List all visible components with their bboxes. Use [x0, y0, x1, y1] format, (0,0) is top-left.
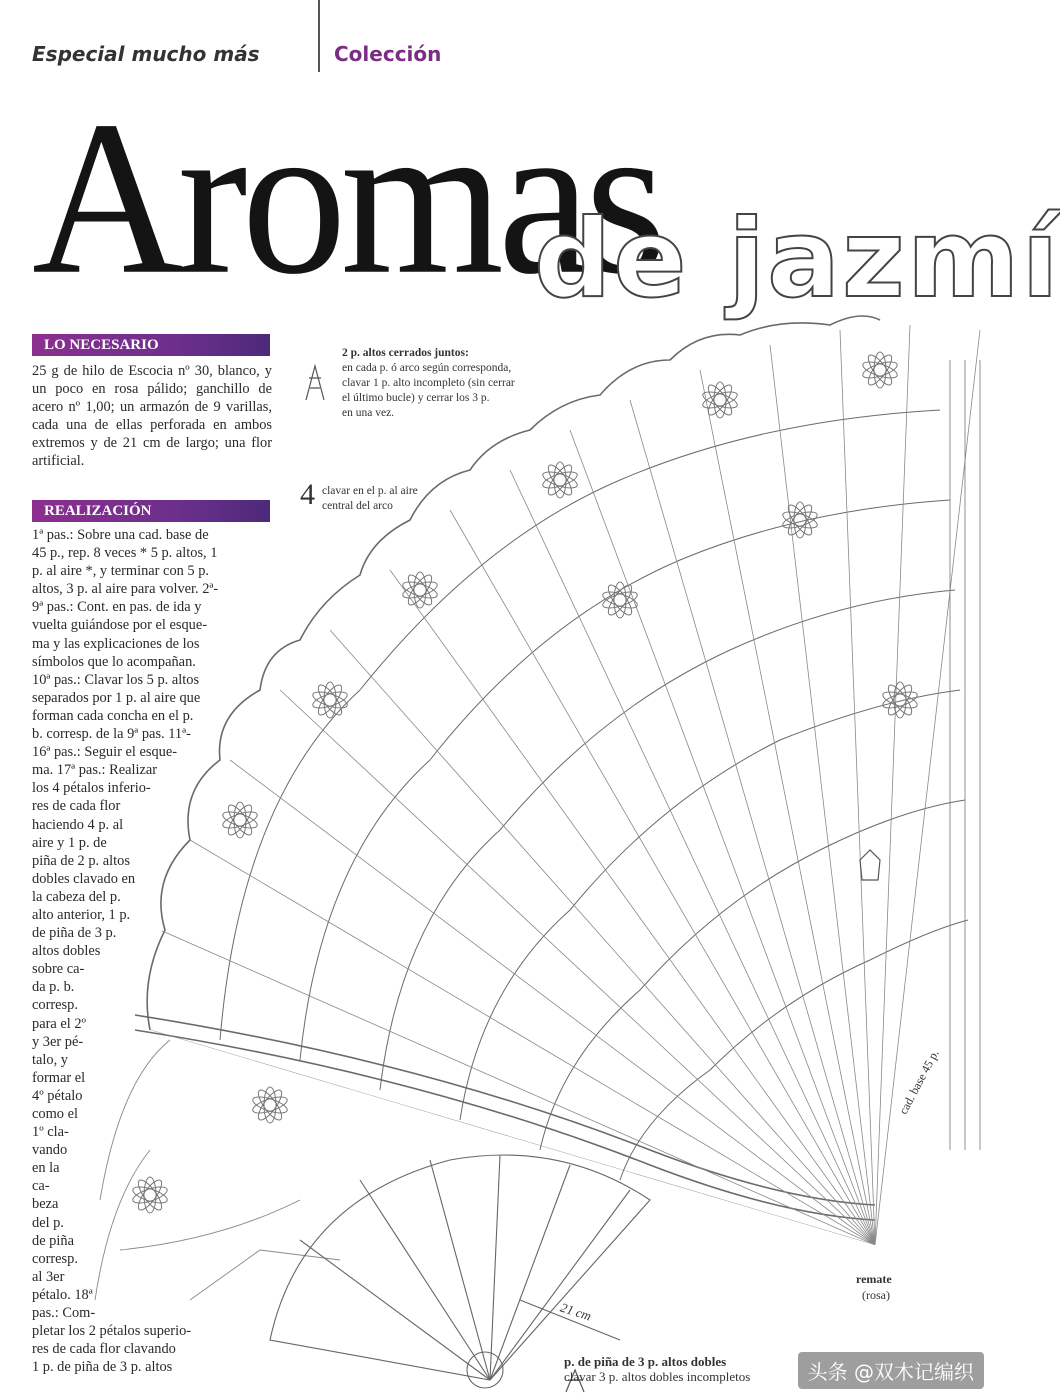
legend-cluster	[306, 346, 586, 420]
legend-item2-line: central del arco	[322, 500, 393, 512]
legend-stitch	[322, 484, 522, 518]
remate-color: (rosa)	[862, 1288, 890, 1302]
legend-item1-title: 2 p. altos cerrados juntos:	[342, 347, 469, 359]
length-label: 21 cm	[558, 1299, 594, 1324]
step-line: b. corresp. de la 9ª pas. 11ª-	[32, 726, 191, 743]
step-line: pas.: Com-	[32, 1305, 96, 1322]
base-label: cad. base	[896, 1071, 930, 1117]
step-line: y 3er pé-	[32, 1033, 84, 1050]
step-line: 1º cla-	[32, 1124, 69, 1141]
step-line: símbolos que lo acompañan.	[32, 653, 196, 670]
step-line: pletar los 2 pétalos superio-	[32, 1323, 192, 1340]
remate-label: remate	[856, 1272, 892, 1286]
step-line: los 4 pétalos inferio-	[32, 780, 151, 797]
needs-text: 25 g de hilo de Escocia nº 30, blanco, y un poco en rosa pálido; ganchillo de acero nº 1,00; un armazón de 9 varillas, cada una de ellas perforada en ambos extremos y de 21 cm de largo; una flor artificial.	[32, 363, 272, 470]
legend-item3-line: clavar 3 p. altos dobles incompletos	[564, 1369, 751, 1384]
step-line: 4º pétalo	[32, 1087, 83, 1104]
step-line: beza	[32, 1196, 59, 1213]
step-line: pétalo. 18ª	[32, 1286, 93, 1303]
step-line: 1 p. de piña de 3 p. altos	[32, 1359, 173, 1376]
legend-popcorn	[564, 1354, 750, 1384]
step-line: del p.	[32, 1214, 64, 1231]
legend-item1-line: el último bucle) y cerrar los 3 p.	[342, 392, 490, 404]
legend-item1-line: en una vez.	[342, 407, 395, 419]
collection-label: Colección	[334, 42, 442, 66]
realizacion-text	[32, 526, 432, 1376]
step-line: 10ª pas.: Clavar los 5 p. altos	[32, 671, 200, 688]
step-line: al 3er	[32, 1268, 65, 1285]
legend-item3-title: p. de piña de 3 p. altos dobles	[564, 1354, 727, 1369]
step-line: en la	[32, 1160, 60, 1177]
step-line: vuelta guiándose por el esque-	[32, 617, 208, 634]
step-line: haciendo 4 p. al	[32, 816, 124, 833]
step-line: corresp.	[32, 997, 78, 1014]
title-sub: de jazmí	[534, 197, 1060, 322]
step-line: forman cada concha en el p.	[32, 707, 194, 724]
step-line: altos dobles	[32, 943, 101, 960]
step-line: aire y 1 p. de	[32, 834, 107, 851]
step-line: sobre ca-	[32, 961, 85, 978]
step-line: corresp.	[32, 1250, 78, 1267]
step-line: talo, y	[32, 1051, 68, 1068]
realizacion-heading: REALIZACIÓN	[32, 500, 270, 522]
step-line: de piña	[32, 1232, 74, 1249]
base-count: 45 p.	[918, 1047, 942, 1076]
step-line: res de cada flor	[32, 798, 121, 815]
legend-item2-line: clavar en el p. al aire	[322, 485, 418, 497]
step-line: res de cada flor clavando	[32, 1341, 176, 1358]
legend-symbol-4: 4	[300, 478, 315, 511]
step-line: dobles clavado en	[32, 870, 136, 887]
step-line: vando	[32, 1142, 68, 1159]
legend-item1-line: clavar 1 p. alto incompleto (sin cerrar	[342, 377, 515, 389]
step-line: la cabeza del p.	[32, 888, 121, 905]
watermark: 头条 @双木记编织	[798, 1352, 984, 1389]
step-line: da p. b.	[32, 979, 75, 996]
step-line: 9ª pas.: Cont. en pas. de ida y	[32, 599, 202, 616]
step-line: para el 2º	[32, 1015, 87, 1032]
step-line: piña de 2 p. altos	[32, 852, 130, 869]
title-main: Aromas	[32, 76, 661, 321]
step-line: de piña de 3 p.	[32, 925, 117, 942]
section-name: Especial mucho más	[32, 42, 260, 66]
step-line: ma y las explicaciones de los	[32, 635, 200, 652]
step-line: ca-	[32, 1178, 50, 1195]
step-line: 1ª pas.: Sobre una cad. base de	[32, 527, 209, 543]
needs-heading: LO NECESARIO	[32, 334, 270, 356]
step-line: alto anterior, 1 p.	[32, 906, 131, 923]
step-line: p. al aire *, y terminar con 5 p.	[32, 563, 210, 580]
step-line: formar el	[32, 1069, 86, 1086]
step-line: como el	[32, 1106, 78, 1122]
legend-item1-line: en cada p. ó arco según corresponda,	[342, 362, 512, 374]
step-line: ma. 17ª pas.: Realizar	[32, 762, 158, 779]
step-line: altos, 3 p. al aire para volver. 2ª-	[32, 581, 219, 598]
step-line: separados por 1 p. al aire que	[32, 689, 201, 706]
step-line: 45 p., rep. 8 veces * 5 p. altos, 1	[32, 545, 218, 562]
step-line: 16ª pas.: Seguir el esque-	[32, 744, 178, 761]
